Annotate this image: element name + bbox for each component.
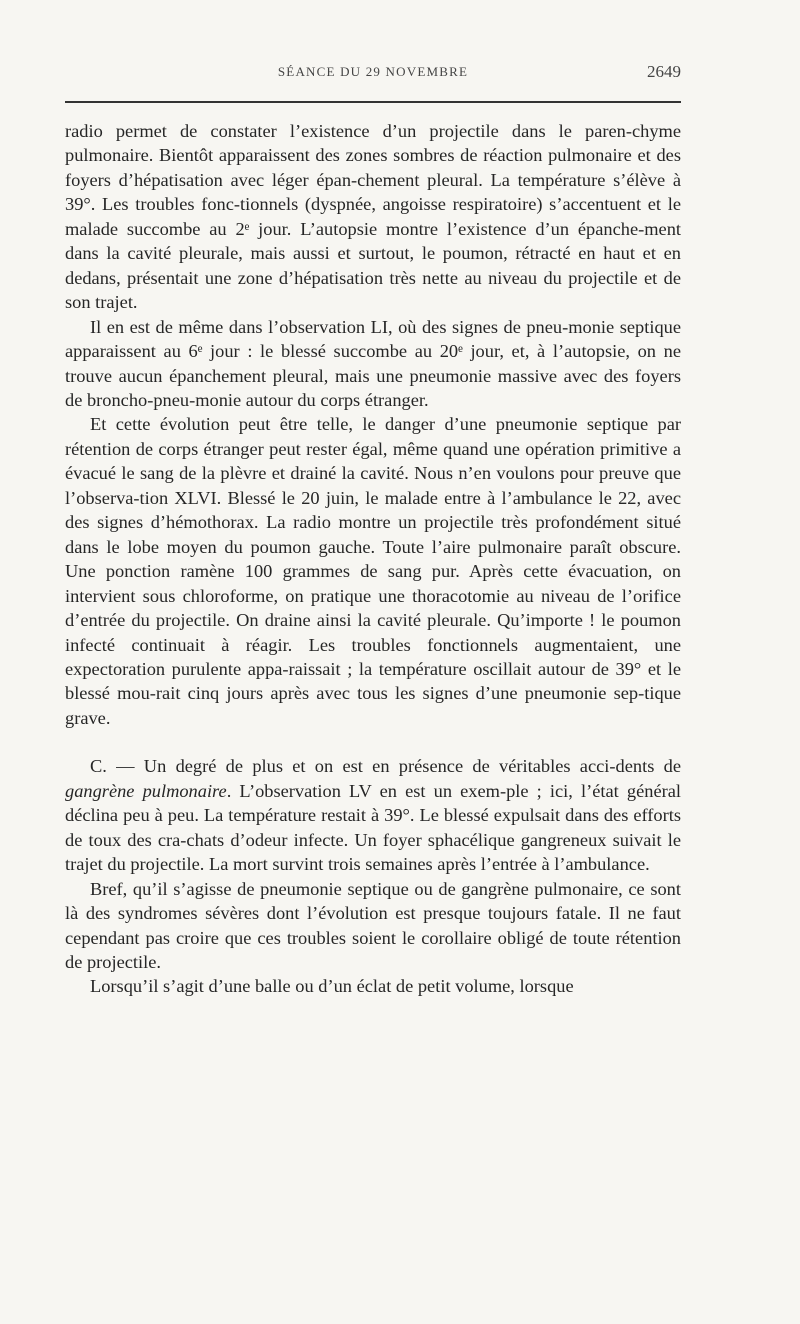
paragraph: radio permet de constater l’existence d’un projectile dans le paren-chyme pulmonaire. Bientôt apparaissent des zones sombres de réaction pulmonaire et des foyers d’hépatisation avec léger épan-chement pleural. La température s’élève à 39°. Les troubles fonc-tionnels (dyspnée, angoisse respiratoire) s’accentuent et le malade succombe au 2ᵉ jour. L’autopsie montre l’existence d’un épanche-ment dans la cavité pleurale, mais aussi et surtout, le poumon, rétracté en haut et en dedans, présentait une zone d’hépatisation très nette au niveau du projectile et de son trajet. bbox=[65, 121, 681, 313]
section-c-paragraph bbox=[65, 754, 681, 876]
section-gap bbox=[65, 730, 681, 754]
section-c-lead: C. — Un degré de plus et on est en présence de véritables acci-dents de bbox=[90, 756, 681, 777]
running-head bbox=[65, 64, 681, 86]
running-title: SÉANCE DU 29 NOVEMBRE bbox=[277, 64, 469, 79]
paragraph: Il en est de même dans l’observation LI, où des signes de pneu-monie septique apparaissent au 6ᵉ jour : le blessé succombe au 20ᵉ jour, et, à l’autopsie, on ne trouve aucun épanchement pleural, mais une pneumonie massive avec des foyers de broncho-pneu-monie autour du corps étranger. bbox=[65, 316, 681, 410]
body-text bbox=[65, 119, 681, 999]
section-c-italic-term: gangrène pulmonaire bbox=[65, 780, 227, 801]
page-number: 2649 bbox=[647, 62, 681, 81]
paragraph: Bref, qu’il s’agisse de pneumonie septique ou de gangrène pulmonaire, ce sont là des syndromes sévères dont l’évolution est presque toujours fatale. Il ne faut cependant pas croire que ces troubles soient le corollaire obligé de toute rétention de projectile. bbox=[65, 878, 681, 972]
paragraph: Lorsqu’il s’agit d’une balle ou d’un éclat de petit volume, lorsque bbox=[90, 976, 574, 997]
section-c-rest: . L’observation LV en est un exem-ple ; ici, l’état général déclina peu à peu. La température restait à 39°. Le blessé expulsait dans des efforts de toux des cra-chats d’odeur infecte. Un foyer sphacélique gangreneux suivait le trajet du projectile. La mort survint trois semaines après l’entrée à l’ambulance. bbox=[65, 780, 682, 875]
header-rule bbox=[65, 101, 681, 103]
paragraph: Et cette évolution peut être telle, le danger d’une pneumonie septique par rétention de corps étranger peut rester égal, même quand une opération primitive a évacué le sang de la plèvre et drainé la cavité. Nous n’en voulons pour preuve que l’observa-tion XLVI. Blessé le 20 juin, le malade entre à l’ambulance le 22, avec des signes d’hémothorax. La radio montre un projectile très profondément situé dans le lobe moyen du poumon gauche. Toute l’aire pulmonaire paraît obscure. Une ponction ramène 100 grammes de sang pur. Après cette évacuation, on intervient sous chloroforme, on pratique une thoracotomie au niveau de l’orifice d’entrée du projectile. On draine ainsi la cavité pleurale. Qu’importe ! le poumon infecté continuait à réagir. Les troubles fonctionnels augmentaient, une expectoration purulente appa-raissait ; la température oscillait autour de 39° et le blessé mou-rait cinq jours après avec tous les signes d’une pneumonie sep-tique grave. bbox=[65, 414, 681, 728]
